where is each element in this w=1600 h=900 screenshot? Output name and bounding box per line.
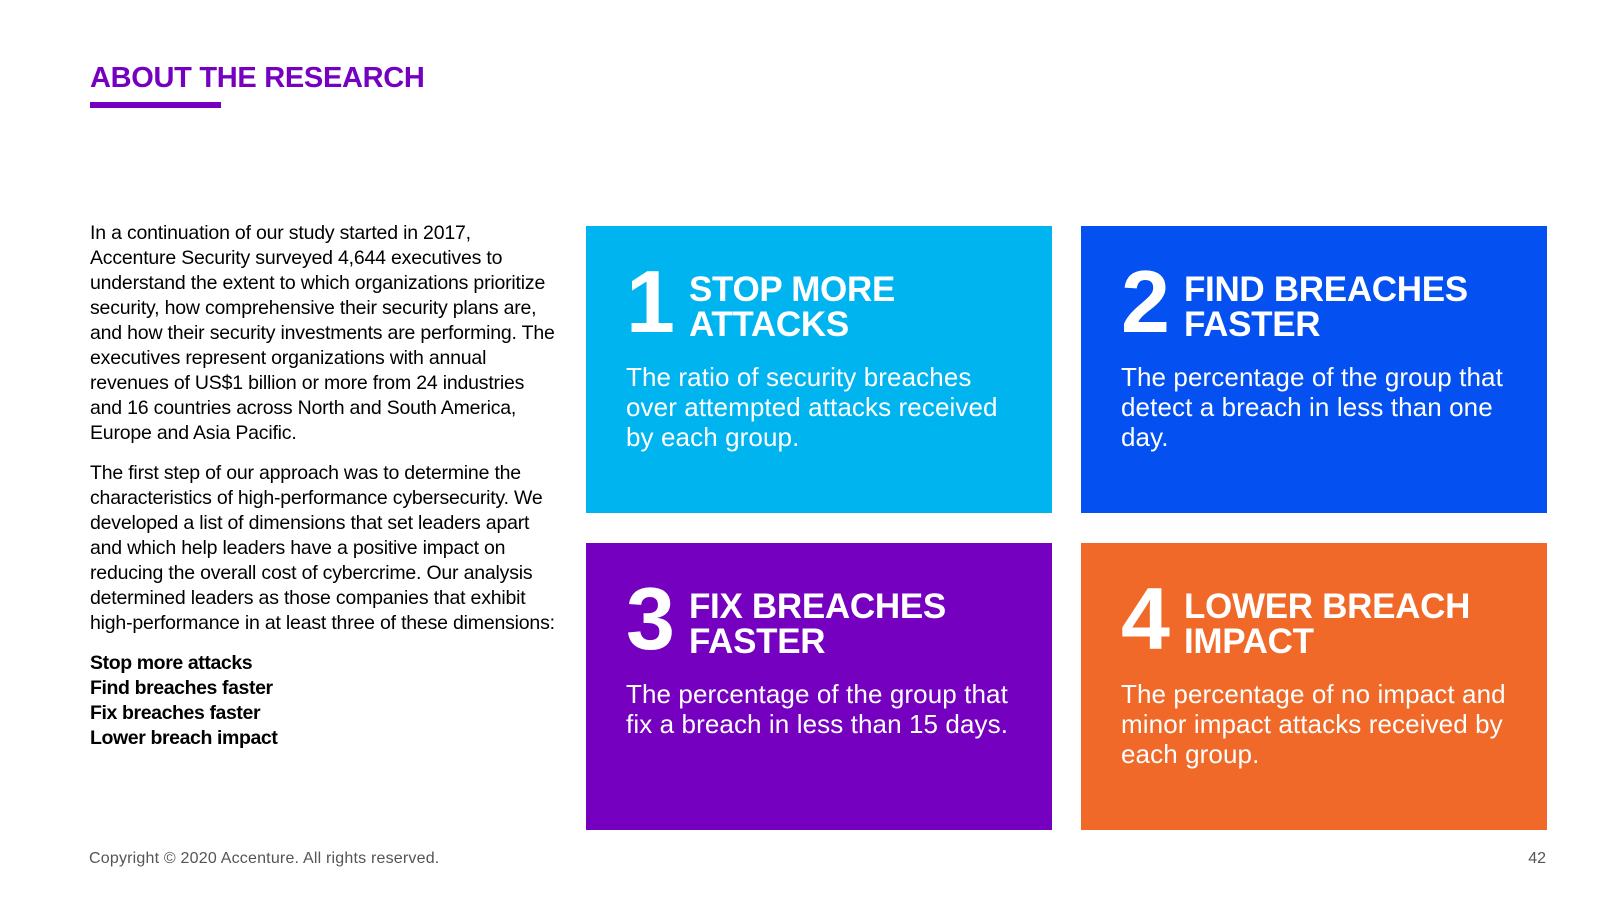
section-title: ABOUT THE RESEARCH [90, 62, 425, 94]
dimension-item: Stop more attacks [90, 652, 253, 674]
card-find-breaches-faster [1081, 226, 1547, 513]
title-underline [90, 102, 221, 108]
card-number: 1 [626, 252, 673, 351]
card-description: The percentage of the group that detect a breach in less than one day. [1121, 362, 1503, 452]
card-lower-breach-impact [1081, 543, 1547, 830]
card-number: 4 [1121, 569, 1168, 668]
card-title: STOP MORE ATTACKS [688, 270, 896, 344]
card-stop-more-attacks [586, 226, 1052, 513]
card-title: FIX BREACHES FASTER [688, 587, 946, 661]
card-description: The ratio of security breaches over attempted attacks received by each group. [626, 362, 998, 452]
dimension-item: Lower breach impact [90, 727, 278, 749]
card-header [626, 252, 1012, 360]
card-description: The percentage of the group that fix a breach in less than 15 days. [626, 679, 1009, 739]
card-header [1121, 252, 1507, 360]
card-header [626, 569, 1012, 677]
dimension-item: Fix breaches faster [90, 702, 261, 724]
card-fix-breaches-faster [586, 543, 1052, 830]
card-description: The percentage of no impact and minor impact attacks received by each group. [1121, 679, 1506, 769]
intro-paragraph-2: The first step of our approach was to determine the characteristics of high-performance cybersecurity. We developed a list of dimensions that set leaders apart and which help leaders have a positive impact on reducing the overall cost of cybercrime. Our analysis determined leaders as those companies that exhibit high-performance in at least three of these dimensions: [90, 462, 555, 634]
intro-text [90, 221, 560, 751]
page-number: 42 [1528, 850, 1546, 867]
intro-paragraph-1: In a continuation of our study started in 2017, Accenture Security surveyed 4,644 executives to understand the extent to which organizations prioritize security, how comprehensive their security plans are, and how their security investments are performing. The executives represent organizations with annual revenues of US$1 billion or more from 24 industries and 16 countries across North and South America, Europe and Asia Pacific. [90, 222, 555, 444]
card-header [1121, 569, 1507, 677]
dimension-item: Find breaches faster [90, 677, 273, 699]
card-number: 3 [626, 569, 673, 668]
card-title: FIND BREACHES FASTER [1183, 270, 1468, 344]
copyright-notice: Copyright © 2020 Accenture. All rights reserved. [89, 850, 440, 867]
card-number: 2 [1121, 252, 1168, 351]
dimensions-list [90, 651, 560, 751]
card-title: LOWER BREACH IMPACT [1183, 587, 1471, 661]
